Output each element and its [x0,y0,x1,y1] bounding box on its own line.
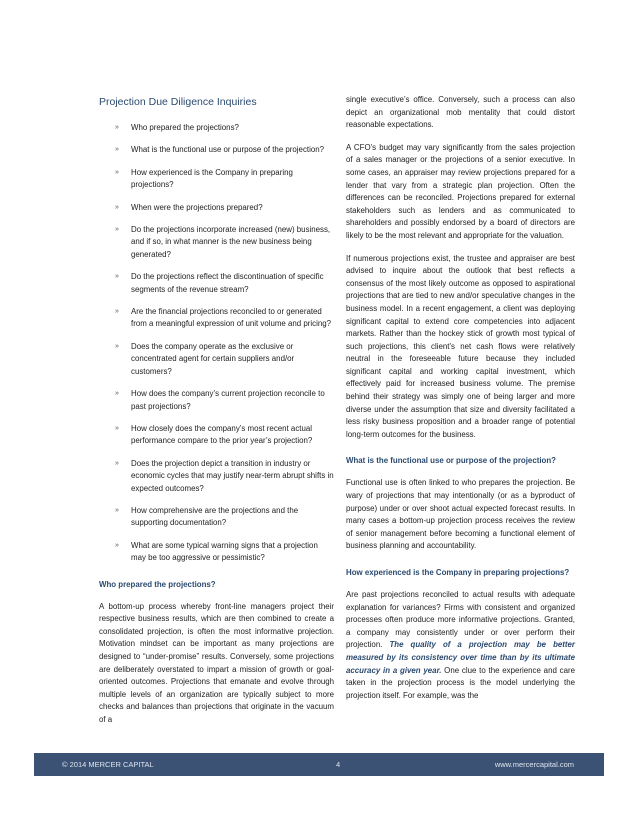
inquiry-item [99,341,334,378]
inquiry-text: When were the projections prepared? [131,202,263,212]
inquiry-item [99,423,334,448]
bullet-marker: » [115,226,119,234]
bullet-marker: » [115,146,119,154]
emphasis-quote: The quality of a projection may be better measured by its consistency over time than by its ultimate accuracy in a given year. [346,640,575,675]
footer-copyright: © 2014 MERCER CAPITAL [62,760,154,769]
bullet-marker: » [115,541,119,549]
inquiry-item [99,458,334,495]
bullet-marker: » [115,168,119,176]
section-title: Projection Due Diligence Inquiries [99,96,257,108]
inquiry-item [99,167,334,192]
paragraph-who-prepared: A bottom-up process whereby front-line managers project their respective business results, which are then combined to create a consolidated projection, is often the most informative projection. Motivation mindset can be important as many projections are designed to “under-promise” results. Conversely, some projections are deliberately overstated to impart a mission of growth or goal-oriented outcomes. Projections that emanate and evolve through multiple levels of an organization are typically subject to more checks and balances than projections that originate in the vacuum of a [99,601,334,724]
inquiry-text: Does the company operate as the exclusive or concentrated agent for certain suppliers and/or customers? [131,341,295,376]
inquiry-text: Do the projections incorporate increased (new) business, and if so, in what manner is the new business being generated? [131,225,331,259]
inquiry-item [99,224,334,261]
paragraph-experience-part1: Are past projections reconciled to actual results with adequate explanation for variances? Firms with consistent and organized processes often produce more informative projections. Granted, a company may consistently under or over perform their projection. [346,590,575,650]
paragraph-experience-part2: One clue to the experience and care taken in the projection process is the model underlying the projection itself. For example, was the [346,665,575,700]
inquiry-text: How comprehensive are the projections and the supporting documentation? [131,505,299,528]
inquiry-text: Does the projection depict a transition in industry or economic cycles that may justify near-term abrupt shifts in expected outcomes? [131,458,334,493]
inquiry-list [99,122,334,565]
inquiry-item [99,388,334,413]
inquiry-text: Do the projections reflect the discontinuation of specific segments of the revenue stream? [131,272,324,294]
right-column [346,94,575,712]
footer-url-link[interactable]: www.mercercapital.com [494,760,574,769]
inquiry-item [99,271,334,296]
inquiry-item [99,505,334,530]
paragraph-experience [346,589,575,702]
inquiry-text: What are some typical warning signs that a projection may be too aggressive or pessimistic? [131,540,318,563]
inquiry-text: Who prepared the projections? [131,123,239,132]
inquiry-item [99,122,334,134]
bullet-marker: » [115,203,119,211]
inquiry-text: Are the financial projections reconciled to or generated from a meaningful expression of unit volume and pricing? [131,307,332,329]
inquiry-item [99,306,334,331]
inquiry-item [99,202,334,214]
heading-functional-use: What is the functional use or purpose of the projection? [346,456,556,466]
left-column [99,96,334,737]
inquiry-text: How does the company’s current projection reconcile to past projections? [131,389,325,411]
heading-experience: How experienced is the Company in preparing projections? [346,568,570,577]
paragraph-numerous-projections: If numerous projections exist, the trustee and appraiser are best advised to inquire about the outlook that best reflects a consensus of the most likely outcome as opposed to aspirational projections that are tied to new and/or speculative changes in the business model. In a recent engagement, a client was deploying significant capital to extend core competencies into adjacent markets. Rather than the hockey stick of growth most typical of such projections, this client’s net cash flows were relatively neutral in the foreseeable future because they included significant capital and working capital investment, which effectively paid for increased business volume. The premise behind their strategy was simply one of being larger and more diverse under the assumption that size and diversity facilitated a less risky business proposition and a broader range of potential long-term outcomes for the business. [346,253,575,439]
heading-who-prepared: Who prepared the projections? [99,579,216,589]
bullet-marker: » [115,124,119,131]
bullet-marker: » [115,390,119,398]
bullet-marker: » [115,459,119,467]
footer-page-number: 4 [336,760,341,769]
inquiry-item [99,540,334,565]
paragraph-functional-use: Functional use is often linked to who prepares the projection. Be wary of projections that may intentionally (or as a byproduct of purpose) under or over shoot actual expected forecast results. In many cases a bottom-up projection process receives the review of senior management before becoming a functional element of business planning and accountability. [346,478,575,551]
paragraph-cfo-budget: A CFO’s budget may vary significantly from the sales projection of a sales manager or the projections of a senior executive. In some cases, an appraiser may review projections prepared for a lender that vary from a strategic plan projection. Often the differences can be reconciled. Projections prepared for external stakeholders such as lenders and as communicated to shareholders and possibly endorsed by a board of directors are likely to be the most relevant and appropriate for the valuation. [346,142,575,240]
bullet-marker: » [115,308,119,316]
inquiry-text: What is the functional use or purpose of the projection? [131,145,324,155]
bullet-marker: » [115,506,119,514]
inquiry-item [99,144,334,156]
paragraph-continued: single executive’s office. Conversely, such a process can also depict an organizational mob mentality that could distort reasonable expectations. [346,95,575,130]
page-footer [34,753,604,776]
inquiry-text: How closely does the company’s most recent actual performance compare to the prior year’s projection? [131,423,313,446]
bullet-marker: » [115,273,119,281]
bullet-marker: » [115,342,119,350]
inquiry-text: How experienced is the Company in preparing projections? [131,167,293,190]
bullet-marker: » [115,424,119,432]
